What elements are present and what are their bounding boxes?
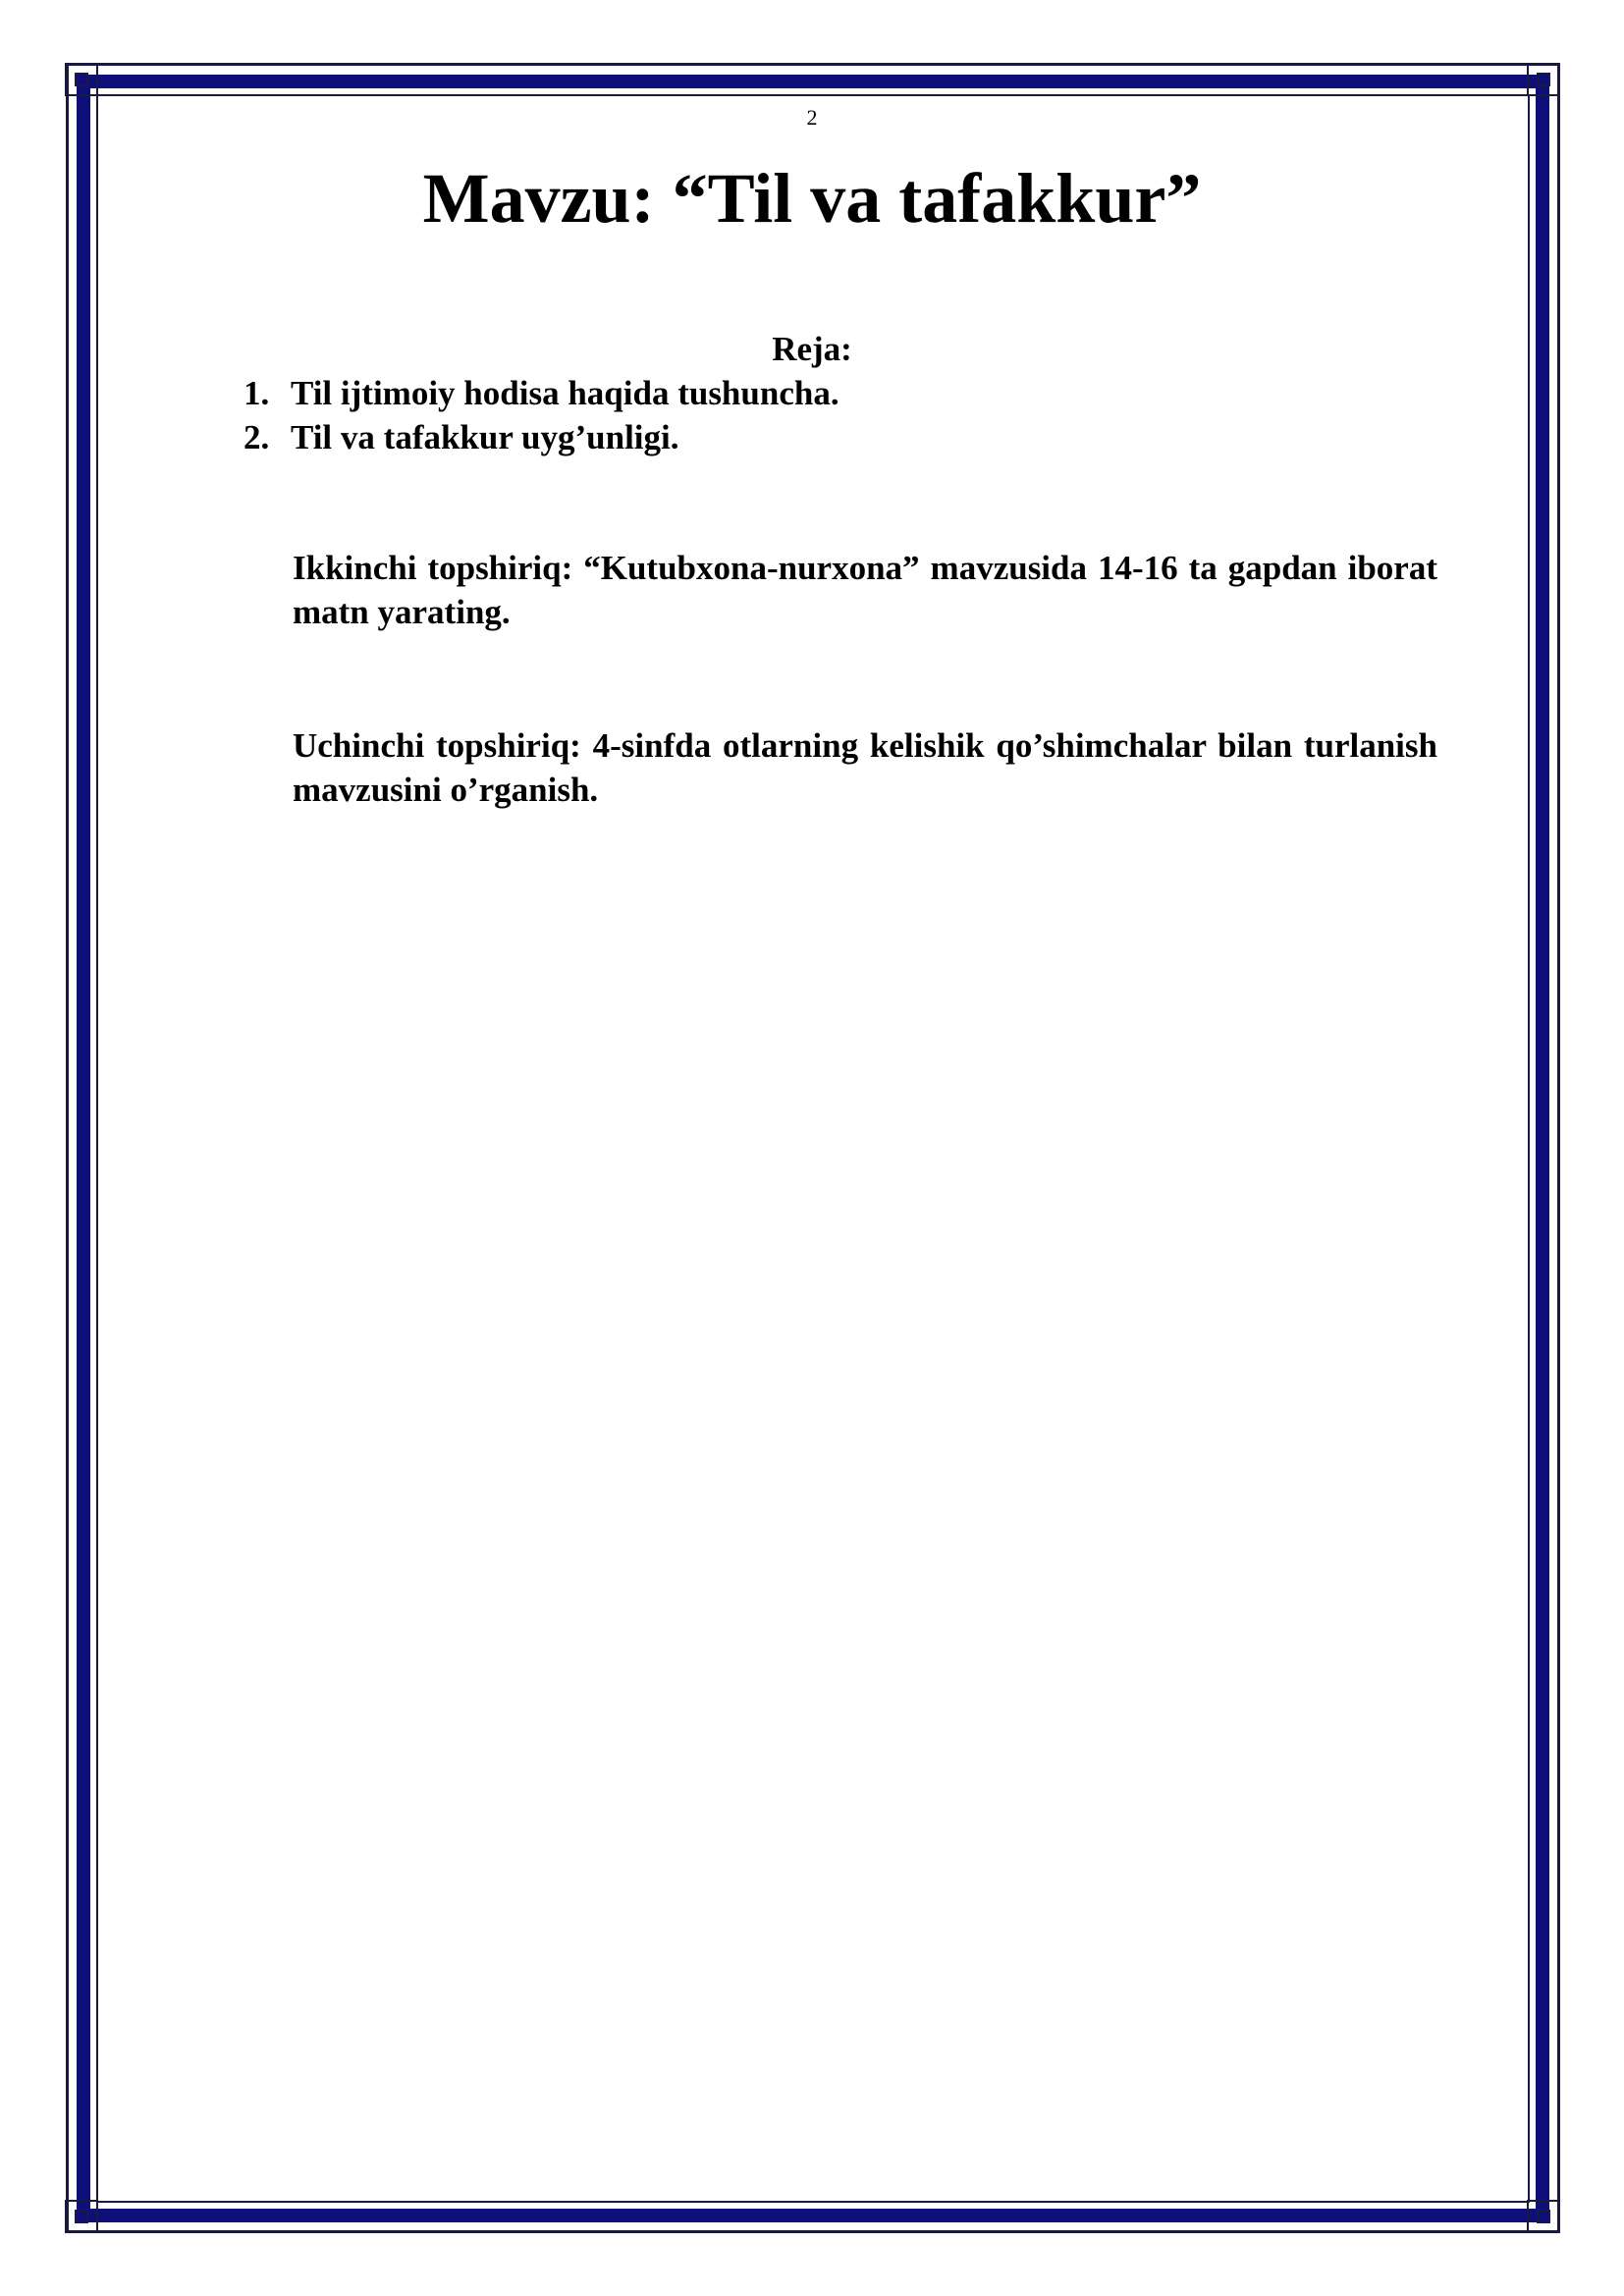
plan-item-text: Til va tafakkur uyg’unligi. bbox=[291, 418, 679, 456]
border-corner-ornament bbox=[1527, 63, 1560, 96]
plan-item-number: 2. bbox=[244, 418, 270, 456]
plan-heading: Reja: bbox=[772, 330, 852, 368]
plan-list bbox=[244, 371, 839, 459]
task-paragraph-third: Uchinchi topshiriq: 4-sinfda otlarning kelishik qo’shimchalar bilan turlanish mavzusini o’rganish. bbox=[293, 726, 1437, 809]
document-title: Mavzu: “Til va tafakkur” bbox=[422, 159, 1202, 238]
plan-item-text: Til ijtimoiy hodisa haqida tushuncha. bbox=[291, 374, 839, 412]
border-corner-ornament bbox=[1527, 2200, 1560, 2233]
task-paragraph-second: Ikkinchi topshiriq: “Kutubxona-nurxona” mavzusida 14-16 ta gapdan iborat matn yarating. bbox=[293, 549, 1437, 631]
border-corner-ornament bbox=[65, 2200, 98, 2233]
plan-item-number: 1. bbox=[244, 374, 270, 412]
page-number: 2 bbox=[806, 105, 818, 130]
plan-item bbox=[244, 415, 839, 459]
border-corner-ornament bbox=[65, 63, 98, 96]
plan-item bbox=[244, 371, 839, 415]
